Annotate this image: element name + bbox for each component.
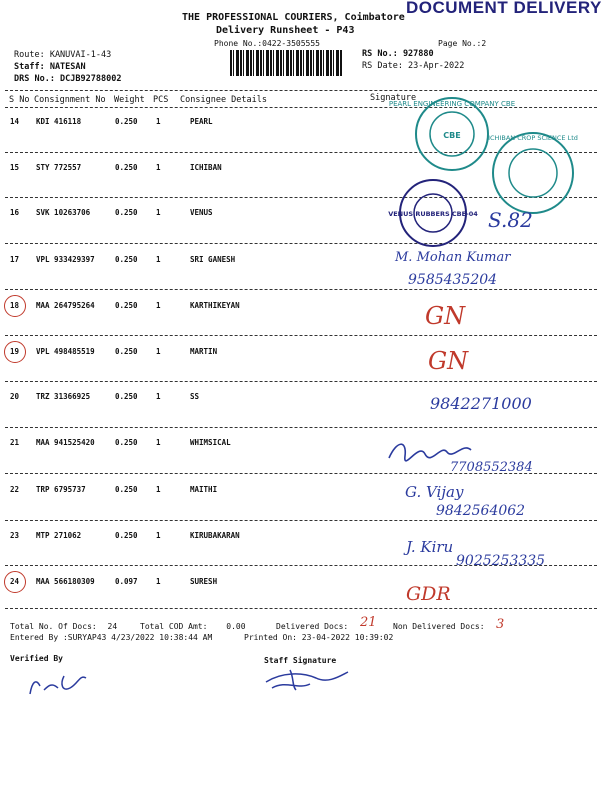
entered-by: Entered By :SURYAP43 4/23/2022 10:38:44 AM — [10, 633, 213, 642]
row-18-mark: GN — [425, 302, 466, 330]
header-divider-top — [5, 90, 597, 91]
row-consignment: VPL 498485519 — [36, 347, 95, 356]
row-sno: 23 — [10, 531, 20, 540]
row-sno: 20 — [10, 392, 20, 401]
rs-date: RS Date: 23-Apr-2022 — [362, 61, 465, 71]
row-consignee: SURESH — [190, 577, 218, 586]
page-number: Page No.:2 — [438, 39, 487, 48]
row-pcs: 1 — [156, 438, 161, 447]
row-pcs: 1 — [156, 347, 161, 356]
row-consignee: KARTHIKEYAN — [190, 301, 240, 310]
company-title: THE PROFESSIONAL COURIERS, Coimbatore — [182, 12, 405, 23]
row-21-phone: 7708552384 — [450, 460, 533, 475]
col-weight: Weight — [114, 95, 145, 105]
venus-company-seal — [388, 176, 478, 250]
verified-by-signature — [26, 668, 96, 698]
svg-text:ICHIBAN CROP SCIENCE Ltd: ICHIBAN CROP SCIENCE Ltd — [488, 134, 578, 142]
row-pcs: 1 — [156, 392, 161, 401]
non-delivered-value: 3 — [496, 617, 505, 632]
row-consignee: MAITHI — [190, 485, 218, 494]
col-signature: Signature — [370, 93, 417, 103]
row-19-circle-mark — [4, 341, 26, 363]
verified-by-label: Verified By — [10, 654, 63, 663]
barcode — [230, 50, 342, 76]
row-23-signature-name: J. Kiru — [406, 538, 454, 556]
delivered-docs — [276, 622, 348, 631]
row-22-signature-name: G. Vijay — [405, 483, 464, 501]
row-consignment: MAA 566180309 — [36, 577, 95, 586]
row-consignment: VPL 933429397 — [36, 255, 95, 264]
row-22-phone: 9842564062 — [436, 503, 526, 519]
row-consignment: SVK 10263706 — [36, 208, 91, 217]
svg-text:PEARL ENGINEERING COMPANY CBE: PEARL ENGINEERING COMPANY CBE — [388, 100, 516, 108]
non-delivered-docs — [393, 622, 485, 631]
total-docs-value: 24 — [107, 622, 118, 631]
row-sno: 19 — [10, 347, 20, 356]
row-consignment: KDI 416118 — [36, 117, 82, 126]
table-bottom-divider — [5, 608, 597, 609]
row-pcs: 1 — [156, 163, 161, 172]
row-consignee: WHIMSICAL — [190, 438, 231, 447]
row-weight: 0.250 — [115, 163, 138, 172]
row-sno: 22 — [10, 485, 20, 494]
row-divider — [5, 335, 597, 336]
col-sno: S No — [9, 95, 30, 105]
row-sno: 14 — [10, 117, 20, 126]
row-consignee: SRI GANESH — [190, 255, 236, 264]
staff-signature — [262, 664, 352, 694]
row-17-phone: 9585435204 — [408, 272, 498, 288]
svg-text:CBE: CBE — [443, 131, 461, 140]
row-weight: 0.250 — [115, 392, 138, 401]
route: Route: KANUVAI-1-43 — [14, 50, 112, 60]
col-pcs: PCS — [153, 95, 169, 105]
row-weight: 0.250 — [115, 531, 138, 540]
row-16-signature: S.82 — [488, 208, 533, 232]
phone-number: Phone No.:0422-3505555 — [214, 39, 320, 48]
staff: Staff: NATESAN — [14, 62, 86, 72]
row-pcs: 1 — [156, 208, 161, 217]
rs-number: RS No.: 927880 — [362, 49, 434, 59]
row-pcs: 1 — [156, 255, 161, 264]
cod-value: 0.00 — [226, 622, 246, 631]
row-pcs: 1 — [156, 301, 161, 310]
row-sno: 16 — [10, 208, 20, 217]
row-divider — [5, 520, 597, 521]
row-weight: 0.250 — [115, 255, 138, 264]
printed-on: Printed On: 23-04-2022 10:39:02 — [244, 633, 394, 642]
row-pcs: 1 — [156, 485, 161, 494]
delivered-value: 21 — [360, 615, 377, 630]
row-consignment: TRP 6795737 — [36, 485, 86, 494]
total-docs-label: Total No. Of Docs: — [10, 622, 97, 631]
row-consignee: PEARL — [190, 117, 213, 126]
row-23-phone: 9025253335 — [456, 553, 546, 569]
row-sno: 24 — [10, 577, 20, 586]
row-weight: 0.250 — [115, 301, 138, 310]
col-consignment: Consignment No — [34, 95, 106, 105]
row-consignee: SS — [190, 392, 200, 401]
runsheet-title: Delivery Runsheet - P43 — [216, 25, 355, 36]
row-consignee: VENUS — [190, 208, 213, 217]
row-weight: 0.250 — [115, 347, 138, 356]
staff-signature-label: Staff Signature — [264, 656, 337, 665]
row-pcs: 1 — [156, 117, 161, 126]
document-delivery-stamp: DOCUMENT DELIVERY — [406, 0, 602, 17]
row-divider — [5, 243, 597, 244]
row-24-circle-mark — [4, 571, 26, 593]
non-delivered-label: Non Delivered Docs: — [393, 622, 485, 631]
row-sno: 15 — [10, 163, 20, 172]
row-consignee: MARTIN — [190, 347, 218, 356]
row-pcs: 1 — [156, 531, 161, 540]
row-consignment: MAA 941525420 — [36, 438, 95, 447]
row-weight: 0.250 — [115, 117, 138, 126]
row-consignee: ICHIBAN — [190, 163, 222, 172]
drs-number: DRS No.: DCJB92788002 — [14, 74, 122, 84]
col-consignee: Consignee Details — [180, 95, 267, 105]
ichiban-company-seal — [488, 128, 578, 218]
row-weight: 0.097 — [115, 577, 138, 586]
total-docs — [10, 622, 117, 631]
total-cod — [140, 622, 246, 631]
row-sno: 18 — [10, 301, 20, 310]
row-pcs: 1 — [156, 577, 161, 586]
row-consignment: STY 772557 — [36, 163, 82, 172]
row-weight: 0.250 — [115, 485, 138, 494]
row-divider — [5, 381, 597, 382]
row-consignee: KIRUBAKARAN — [190, 531, 240, 540]
cod-label: Total COD Amt: — [140, 622, 208, 631]
delivered-label: Delivered Docs: — [276, 622, 349, 631]
row-24-mark: GDR — [406, 583, 451, 605]
row-consignment: MTP 271062 — [36, 531, 82, 540]
row-divider — [5, 427, 597, 428]
row-consignment: TRZ 31366925 — [36, 392, 91, 401]
row-weight: 0.250 — [115, 208, 138, 217]
row-divider — [5, 289, 597, 290]
row-17-signature-name: M. Mohan Kumar — [395, 250, 511, 265]
row-sno: 17 — [10, 255, 20, 264]
row-consignment: MAA 264795264 — [36, 301, 95, 310]
row-18-circle-mark — [4, 295, 26, 317]
row-19-mark: GN — [428, 347, 469, 375]
row-20-signature: 9842271000 — [430, 394, 532, 413]
row-weight: 0.250 — [115, 438, 138, 447]
svg-text:VENUS RUBBERS CBE-04: VENUS RUBBERS CBE-04 — [388, 210, 478, 218]
row-sno: 21 — [10, 438, 20, 447]
